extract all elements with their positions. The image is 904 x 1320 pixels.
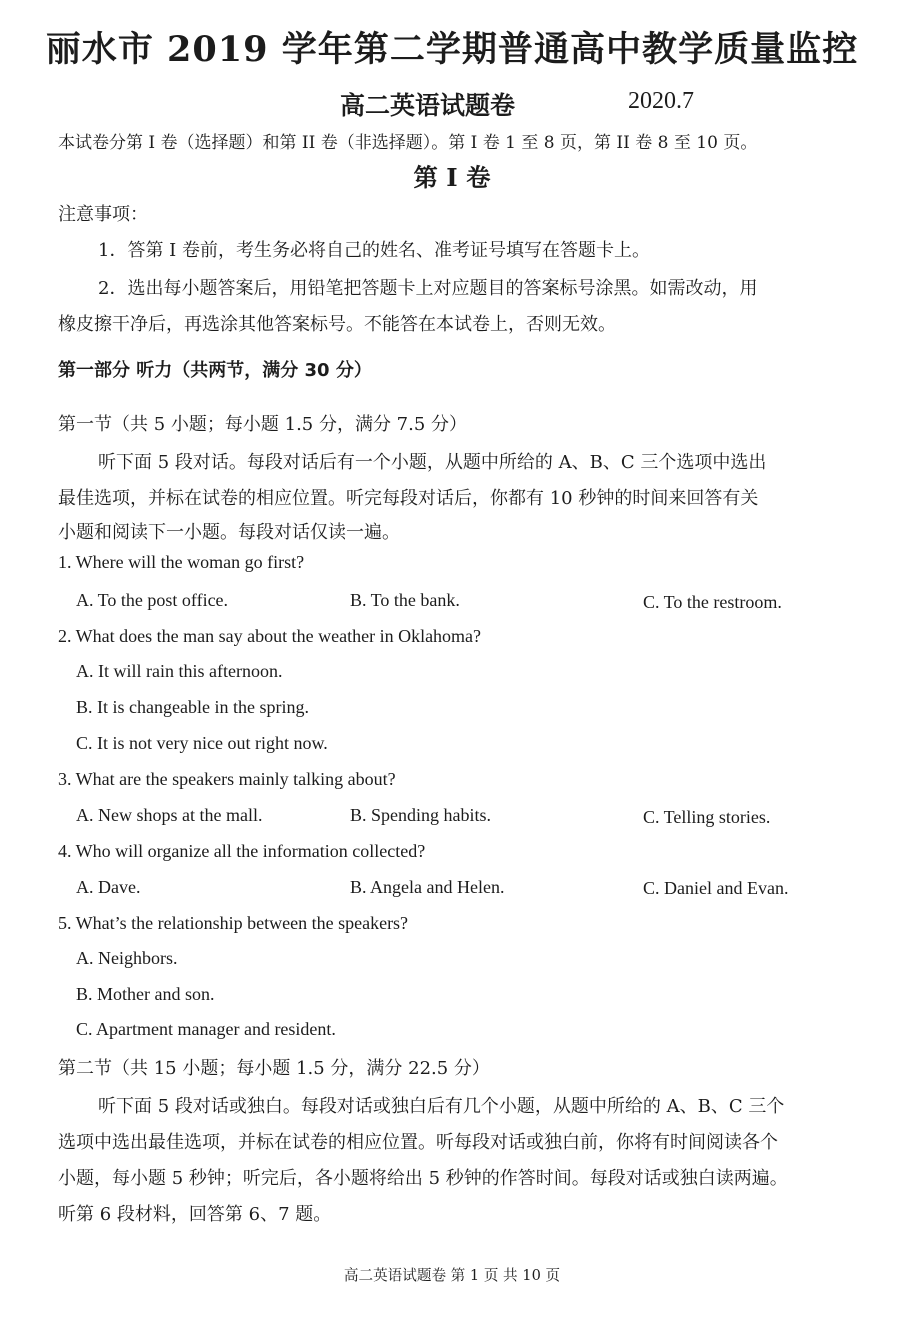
section1-heading: 第一节（共 5 小题；每小题 1.5 分，满分 7.5 分） xyxy=(58,414,468,435)
question-2-option-c: C. It is not very nice out right now. xyxy=(76,733,328,753)
exam-title: 丽水市 2019 学年第二学期普通高中教学质量监控 xyxy=(45,29,859,70)
question-3-option-a: A. New shops at the mall. xyxy=(76,805,263,825)
question-3-option-c: C. Telling stories. xyxy=(643,807,771,827)
question-4-stem: 4. Who will organize all the information collected? xyxy=(58,841,426,861)
question-4-option-c: C. Daniel and Evan. xyxy=(643,878,789,898)
section2-instruction-line-4: 听第 6 段材料，回答第 6、7 题。 xyxy=(58,1204,332,1225)
section2-instruction-line-1: 听下面 5 段对话或独白。每段对话或独白后有几个小题，从题中所给的 A、B、C 三个 xyxy=(98,1096,785,1117)
question-3-stem: 3. What are the speakers mainly talking about? xyxy=(58,769,396,789)
question-2-option-a: A. It will rain this afternoon. xyxy=(76,661,283,681)
question-5-stem: 5. What’s the relationship between the speakers? xyxy=(58,913,409,933)
question-1-option-c: C. To the restroom. xyxy=(643,592,782,612)
section1-instruction-line-2: 最佳选项，并标在试卷的相应位置。听完每段对话后，你都有 10 秒钟的时间来回答有关 xyxy=(58,488,759,509)
question-4-option-b: B. Angela and Helen. xyxy=(350,877,505,897)
section1-instruction-line-1: 听下面 5 段对话。每段对话后有一个小题，从题中所给的 A、B、C 三个选项中选出 xyxy=(98,452,767,473)
question-5-option-a: A. Neighbors. xyxy=(76,948,178,968)
section2-heading: 第二节（共 15 小题；每小题 1.5 分，满分 22.5 分） xyxy=(58,1058,490,1079)
exam-date: 2020.7 xyxy=(628,88,694,114)
notice-item-2-line-1: 2．选出每小题答案后，用铅笔把答题卡上对应题目的答案标号涂黑。如需改动，用 xyxy=(98,278,758,299)
question-1-option-b: B. To the bank. xyxy=(350,590,460,610)
question-5-option-b: B. Mother and son. xyxy=(76,984,215,1004)
page-footer: 高二英语试题卷 第 1 页 共 10 页 xyxy=(343,1267,561,1284)
section2-instruction-line-2: 选项中选出最佳选项，并标在试卷的相应位置。听每段对话或独白前，你将有时间阅读各个 xyxy=(58,1132,778,1153)
section1-instruction-line-3: 小题和阅读下一小题。每段对话仅读一遍。 xyxy=(58,522,400,543)
question-2-stem: 2. What does the man say about the weather in Oklahoma? xyxy=(58,626,482,646)
question-2-option-b: B. It is changeable in the spring. xyxy=(76,697,309,717)
notice-item-1: 1．答第 I 卷前，考生务必将自己的姓名、准考证号填写在答题卡上。 xyxy=(98,240,651,261)
volume-heading: 第 I 卷 xyxy=(413,163,491,192)
exam-subtitle: 高二英语试题卷 xyxy=(340,91,516,120)
part1-heading: 第一部分 听力（共两节，满分 30 分） xyxy=(58,360,372,381)
question-1-option-a: A. To the post office. xyxy=(76,590,229,610)
question-3-option-b: B. Spending habits. xyxy=(350,805,492,825)
question-5-option-c: C. Apartment manager and resident. xyxy=(76,1019,336,1039)
question-4-option-a: A. Dave. xyxy=(76,877,141,897)
notice-item-2-line-2: 橡皮擦干净后，再选涂其他答案标号。不能答在本试卷上，否则无效。 xyxy=(58,314,616,335)
notice-heading: 注意事项： xyxy=(58,204,148,225)
exam-intro: 本试卷分第 I 卷（选择题）和第 II 卷（非选择题）。第 I 卷 1 至 8 页，第 II 卷 8 至 10 页。 xyxy=(58,133,758,153)
question-1-stem: 1. Where will the woman go first? xyxy=(58,552,305,572)
section2-instruction-line-3: 小题，每小题 5 秒钟；听完后，各小题将给出 5 秒钟的作答时间。每段对话或独白读两遍。 xyxy=(58,1168,788,1189)
